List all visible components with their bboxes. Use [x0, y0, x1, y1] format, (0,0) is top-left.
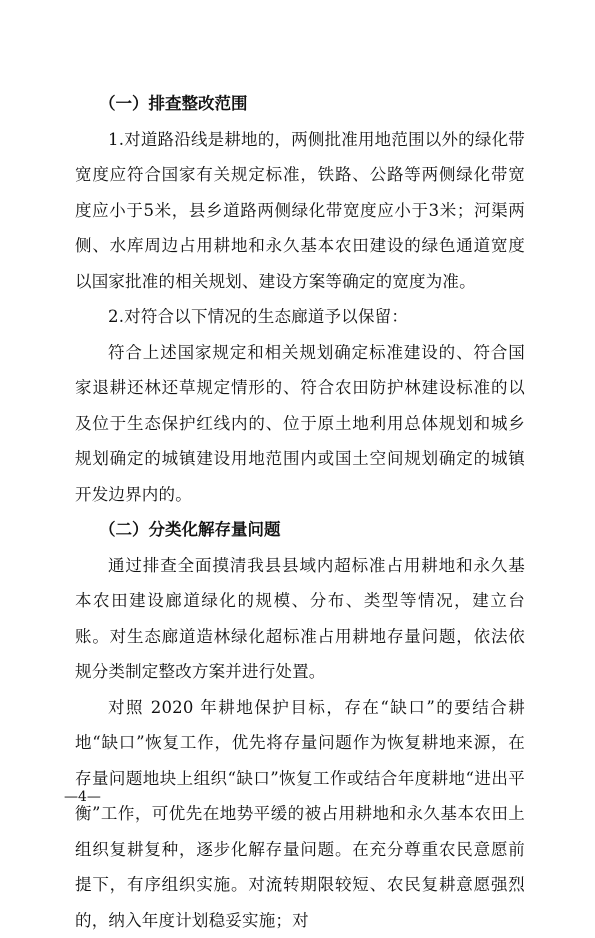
- paragraph-2-1: 通过排查全面摸清我县县域内超标准占用耕地和永久基本农田建设廊道绿化的规模、分布、类型等情况，建立台账。对生态廊道造林绿化超标准占用耕地存量问题，依法依规分类制定整改方案并进行处置。: [75, 548, 525, 690]
- section-heading-2: （二）分类化解存量问题: [75, 512, 525, 548]
- page-number: —4—: [64, 788, 101, 806]
- paragraph-2-2: 对照 2020 年耕地保护目标，存在“缺口”的要结合耕地“缺口”恢复工作，优先将存量问题作为恢复耕地来源，在存量问题地块上组织“缺口”恢复工作或结合年度耕地“进出平衡”工作，可优先在地势平缓的被占用耕地和永久基本农田上组织复耕复种，逐步化解存量问题。在充分尊重农民意愿前提下，有序组织实施。对流转期限较短、农民复耕意愿强烈的，纳入年度计划稳妥实施；对: [75, 690, 525, 938]
- paragraph-1-1: 1.对道路沿线是耕地的，两侧批准用地范围以外的绿化带宽度应符合国家有关规定标准，铁路、公路等两侧绿化带宽度应小于5米，县乡道路两侧绿化带宽度应小于3米；河渠两侧、水库周边占用耕地和永久基本农田建设的绿色通道宽度以国家批准的相关规划、建设方案等确定的宽度为准。: [75, 122, 525, 300]
- section-heading-1: （一）排查整改范围: [75, 86, 525, 122]
- paragraph-1-3: 符合上述国家规定和相关规划确定标准建设的、符合国家退耕还林还草规定情形的、符合农田防护林建设标准的以及位于生态保护红线内的、位于原土地利用总体规划和城乡规划确定的城镇建设用地范围内或国土空间规划确定的城镇开发边界内的。: [75, 335, 525, 513]
- page-content: [75, 86, 525, 938]
- paragraph-1-2: 2.对符合以下情况的生态廊道予以保留：: [75, 299, 525, 335]
